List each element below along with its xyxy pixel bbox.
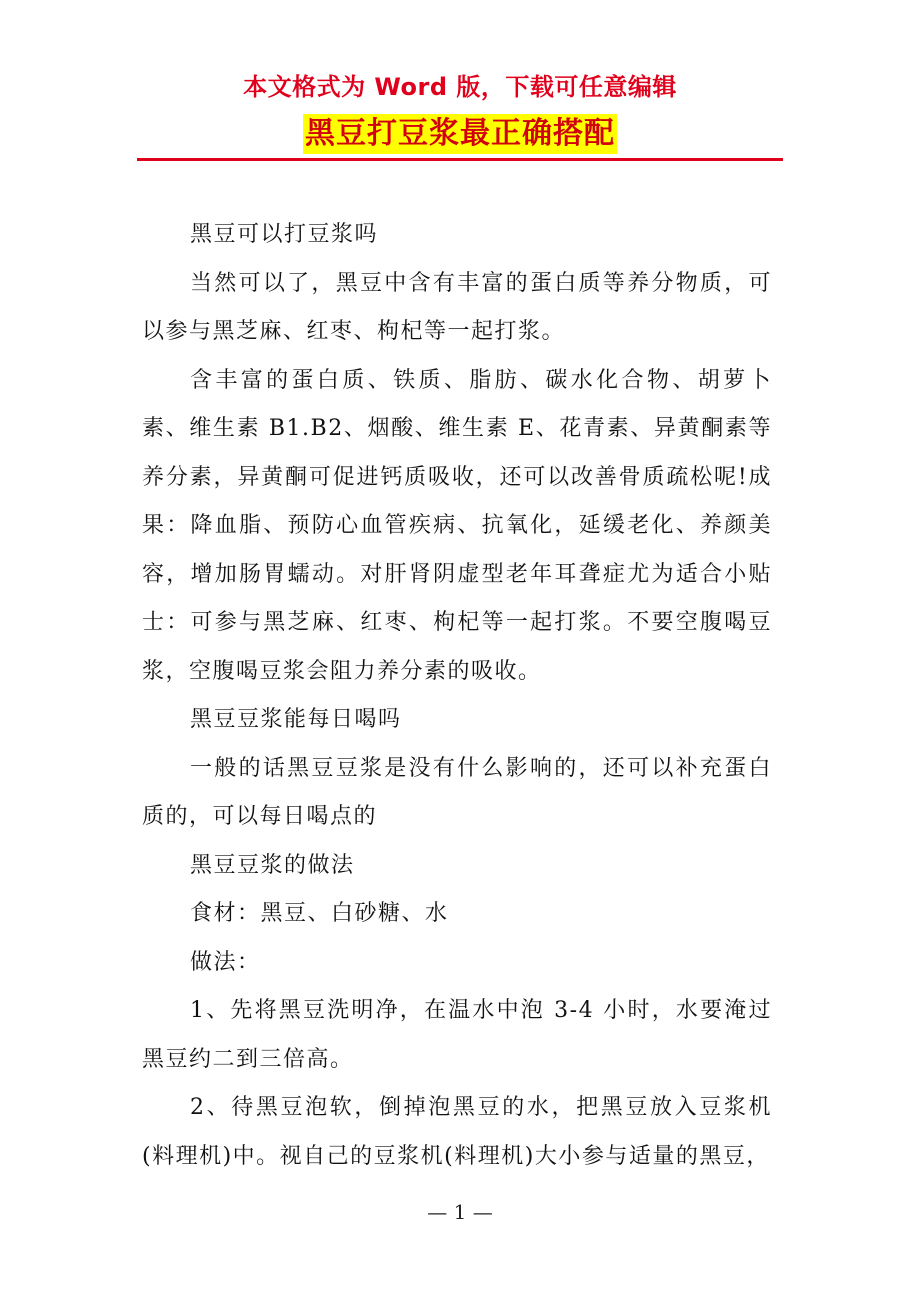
paragraph: 黑豆豆浆能每日喝吗 xyxy=(190,707,402,732)
document-title: 黑豆打豆浆最正确搭配 xyxy=(303,114,617,154)
title-divider xyxy=(137,158,783,161)
title-container xyxy=(0,114,920,154)
paragraph: 黑豆豆浆的做法 xyxy=(190,852,355,878)
paragraph: 含丰富的蛋白质、铁质、脂肪、碳水化合物、胡萝卜素、维生素 B1.B2、烟酸、维生素 E、花青素、异黄酮素等养分素，异黄酮可促进钙质吸收，还可以改善骨质疏松呢!成果：降血脂、预防心血管疾病、抗氧化，延缓老化、养颜美容，增加肠胃蠕动。对肝肾阴虚型老年耳聋症尤为适合小贴士：可参与黑芝麻、红枣、枸杞等一起打浆。不要空腹喝豆浆，空腹喝豆浆会阻力养分素的吸收。 xyxy=(142,367,772,684)
paragraph: 2、待黑豆泡软，倒掉泡黑豆的水，把黑豆放入豆浆机(料理机)中。视自己的豆浆机(料理机)大小参与适量的黑豆， xyxy=(142,1095,772,1169)
page-number: — 1 — xyxy=(427,1200,493,1224)
download-notice: 本文格式为 Word 版，下载可任意编辑 xyxy=(243,73,677,101)
paragraph: 一般的话黑豆豆浆是没有什么影响的，还可以补充蛋白质的，可以每日喝点的 xyxy=(142,755,772,829)
document-body xyxy=(142,211,772,1181)
paragraph: 当然可以了，黑豆中含有丰富的蛋白质等养分物质，可以参与黑芝麻、红枣、枸杞等一起打浆。 xyxy=(142,270,772,344)
paragraph: 食材：黑豆、白砂糖、水 xyxy=(190,901,449,926)
paragraph: 做法： xyxy=(190,949,261,975)
paragraph: 1、先将黑豆洗明净，在温水中泡 3-4 小时，水要淹过黑豆约二到三倍高。 xyxy=(142,998,772,1072)
paragraph: 黑豆可以打豆浆吗 xyxy=(190,222,379,247)
